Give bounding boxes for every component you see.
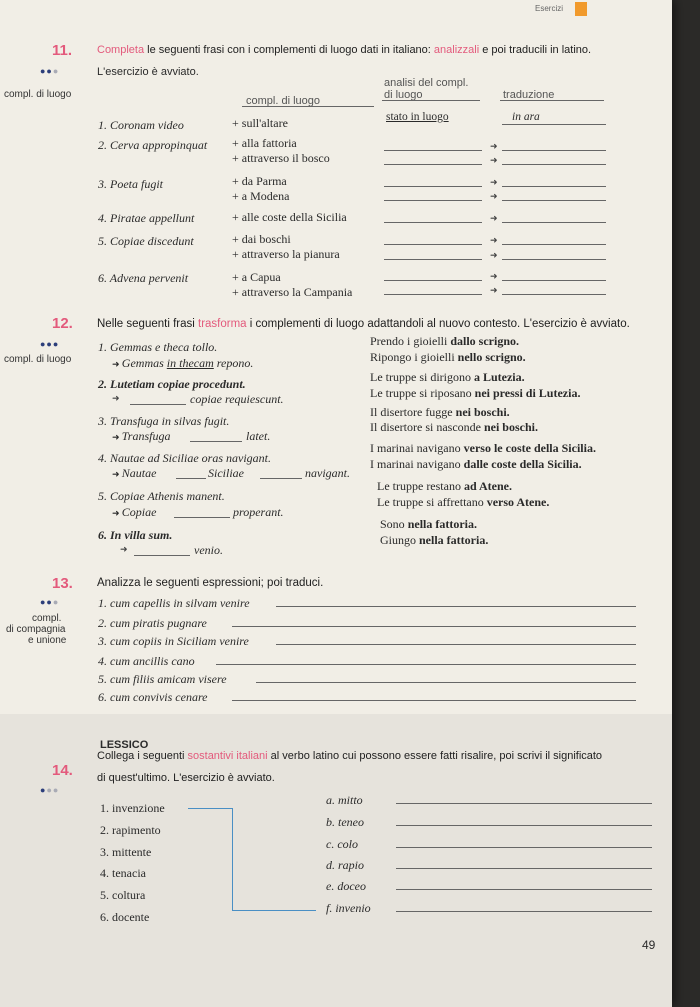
- ex11-row-latin: 6. Advena pervenit: [98, 271, 189, 285]
- ex12-item-transform: latet.: [246, 429, 271, 443]
- analysis-answer-line[interactable]: [384, 200, 482, 201]
- instr-text: le seguenti frasi con i complementi di luogo dati in italiano:: [144, 44, 434, 56]
- lessico-answer-line[interactable]: [396, 803, 652, 804]
- instr-text: i complementi di luogo adattandoli al nuovo contesto. L'esercizio è avviato.: [246, 318, 630, 330]
- instr-highlight: Completa: [97, 44, 145, 56]
- instr-text: Nelle seguenti frasi: [97, 318, 198, 330]
- latin-text: 6. In villa sum.: [98, 528, 173, 542]
- italian-bold: verso Atene.: [486, 495, 550, 509]
- arrow-icon: ➜: [490, 285, 498, 295]
- ex11-row-place: + attraverso la Campania: [232, 285, 353, 299]
- sample-translation: in ara: [512, 111, 540, 123]
- arrow-icon: ➜: [120, 544, 128, 554]
- latin-text: 2. Lutetiam copiae procedunt.: [98, 377, 246, 391]
- italian-bold: nella fattoria.: [419, 533, 489, 547]
- arrow-icon: ➜: [490, 141, 498, 151]
- exercise-11-side-label: compl. di luogo: [4, 89, 72, 100]
- ex12-answer-line[interactable]: [176, 478, 206, 479]
- ex12-item-italian: [370, 386, 580, 401]
- lessico-answer-line[interactable]: [396, 825, 652, 826]
- instr-text: e poi traducili in latino.: [479, 44, 592, 56]
- ex12-answer-line[interactable]: [260, 478, 302, 479]
- instr-highlight: analizzali: [433, 44, 480, 56]
- italian-bold: nei boschi.: [455, 405, 510, 419]
- italian-text: Prendo i gioielli: [370, 334, 451, 348]
- ex13-item: 6. cum convivis cenare: [98, 690, 208, 704]
- ex12-item-italian: [370, 405, 510, 420]
- ex12-item-transform: [112, 429, 170, 444]
- header-tab-marker: [575, 2, 587, 16]
- arrow-icon: ➜: [490, 155, 498, 165]
- italian-bold: nello scrigno.: [457, 350, 526, 364]
- italian-text: Le truppe restano: [377, 479, 464, 493]
- italian-bold: dallo scrigno.: [450, 334, 519, 348]
- column-header-place: compl. di luogo: [246, 95, 320, 107]
- translation-answer-line[interactable]: [502, 186, 606, 187]
- translation-answer-line[interactable]: [502, 244, 606, 245]
- translation-answer-line[interactable]: [502, 222, 606, 223]
- arrow-icon: ➜: [490, 191, 498, 201]
- lessico-answer-line[interactable]: [396, 847, 652, 848]
- ex12-item-transform: Siciliae: [208, 466, 244, 480]
- exercise-11-started-note: L'esercizio è avviato.: [97, 66, 199, 78]
- italian-bold: verso le coste della Sicilia.: [463, 441, 596, 455]
- ex11-row-place: + attraverso il bosco: [232, 151, 330, 165]
- lessico-left-item[interactable]: 5. coltura: [100, 888, 146, 902]
- ex12-item-italian: [370, 457, 582, 472]
- ex13-item: 2. cum piratis pugnare: [98, 616, 207, 630]
- arrow-icon: ➜: [490, 271, 498, 281]
- ex11-row-place: + attraverso la pianura: [232, 247, 340, 261]
- translation-answer-line[interactable]: [502, 259, 606, 260]
- instr-text: di quest'ultimo. L'esercizio è avviato.: [97, 772, 275, 784]
- translation-answer-line[interactable]: [502, 150, 606, 151]
- italian-bold: nei pressi di Lutezia.: [474, 386, 581, 400]
- ex12-answer-line[interactable]: [174, 517, 230, 518]
- instr-text: al: [267, 750, 283, 762]
- lessico-left-item[interactable]: 6. docente: [100, 910, 150, 924]
- exercise-14-instructions: [97, 745, 602, 789]
- ex13-answer-line[interactable]: [276, 644, 636, 645]
- ex13-answer-line[interactable]: [232, 700, 636, 701]
- ex11-row-place: + dai boschi: [232, 232, 291, 246]
- italian-text: Ripongo i gioielli: [370, 350, 458, 364]
- lessico-left-item[interactable]: 1. invenzione: [100, 801, 165, 815]
- ex13-item: 5. cum filiis amicam visere: [98, 672, 227, 686]
- ex13-item: 3. cum copiis in Siciliam venire: [98, 634, 249, 648]
- italian-bold: nei boschi.: [483, 420, 538, 434]
- arrow-icon: ➜: [490, 177, 498, 187]
- italian-bold: nella fattoria.: [407, 517, 478, 531]
- analysis-answer-line[interactable]: [384, 294, 482, 295]
- analysis-answer-line[interactable]: [384, 186, 482, 187]
- ex12-item-latin: 1. Gemmas e theca tollo.: [98, 340, 218, 354]
- ex12-item-latin: 4. Nautae ad Siciliae oras navigant.: [98, 451, 271, 465]
- arrow-icon: ➜: [112, 432, 122, 442]
- lessico-right-item[interactable]: f. invenio: [326, 901, 371, 915]
- ex11-row-latin: 2. Cerva appropinquat: [98, 138, 208, 152]
- arrow-icon: ➜: [490, 235, 498, 245]
- italian-text: Le truppe si affrettano: [377, 495, 487, 509]
- ex11-row-place: + alla fattoria: [232, 136, 297, 150]
- instr-highlight: Analizza: [97, 577, 141, 589]
- analysis-answer-line[interactable]: [384, 259, 482, 260]
- difficulty-dots: ●●●: [40, 785, 60, 795]
- lessico-right-item[interactable]: c. colo: [326, 837, 358, 851]
- instr-text: le seguenti espressioni; poi traduci.: [140, 577, 324, 589]
- translation-answer-line[interactable]: [502, 294, 606, 295]
- page-number: 49: [642, 938, 656, 952]
- instr-highlight: trasforma: [198, 318, 247, 330]
- lessico-right-item[interactable]: e. doceo: [326, 879, 366, 893]
- ex13-answer-line[interactable]: [256, 682, 636, 683]
- ex11-row-latin: 3. Poeta fugit: [98, 177, 163, 191]
- ex12-item-transform: [112, 466, 156, 481]
- translation-answer-line[interactable]: [502, 200, 606, 201]
- ex12-item-italian: [380, 517, 477, 532]
- ex11-row-latin: 4. Piratae appellunt: [98, 211, 195, 225]
- lessico-answer-line[interactable]: [396, 911, 652, 912]
- ex12-item-italian: [377, 479, 512, 494]
- ex11-row-place: + da Parma: [232, 174, 287, 188]
- italian-text: Il disertore si nasconde: [370, 420, 484, 434]
- ex12-item-italian: [377, 495, 549, 510]
- ex12-item-latin: [98, 377, 246, 392]
- column-header-underline: [500, 100, 604, 101]
- sample-answer: in thecam: [166, 356, 214, 370]
- analysis-answer-line[interactable]: [384, 222, 482, 223]
- lessico-right-item[interactable]: b. teneo: [326, 815, 364, 829]
- translation-answer-line[interactable]: [502, 164, 606, 165]
- ex11-row-latin: 1. Coronam video: [98, 118, 184, 132]
- ex13-item: 1. cum capellis in silvam venire: [98, 596, 250, 610]
- column-header-analysis-1: analisi del compl.: [384, 77, 469, 89]
- latin-text: Nautae: [121, 466, 157, 480]
- ex12-answer-line[interactable]: [130, 404, 186, 405]
- difficulty-dots: ●●●: [40, 66, 60, 76]
- arrow-icon: ➜: [112, 469, 122, 479]
- connection-line: [232, 808, 233, 910]
- exercise-12-side-label: compl. di luogo: [4, 354, 72, 365]
- ex12-item-italian: [370, 350, 526, 365]
- ex12-answer-line[interactable]: [134, 555, 190, 556]
- ex12-item-italian: [380, 533, 488, 548]
- ex12-item-italian: [370, 441, 596, 456]
- exercise-13-side-label: di compagnia: [6, 624, 66, 635]
- ex12-item-transform: venio.: [194, 543, 223, 557]
- exercise-12-instructions: [97, 318, 630, 330]
- translation-answer-line[interactable]: [502, 280, 606, 281]
- italian-text: Il disertore fugge: [370, 405, 456, 419]
- analysis-answer-line[interactable]: [384, 244, 482, 245]
- latin-text: Copiae: [121, 505, 157, 519]
- column-header-underline: [242, 106, 374, 107]
- arrow-icon: ➜: [112, 508, 122, 518]
- exercise-11-instructions: [97, 44, 591, 56]
- instr-text: cui possono essere fatti risalire, poi scrivi il significato: [339, 750, 603, 762]
- answer-line: [502, 124, 606, 125]
- instr-text: verbo latino: [282, 750, 340, 762]
- ex11-row-place: + a Capua: [232, 270, 281, 284]
- latin-text: Transfuga: [121, 429, 171, 443]
- ex12-item-transform: navigant.: [305, 466, 350, 480]
- lessico-left-item[interactable]: 4. tenacia: [100, 866, 146, 880]
- ex13-answer-line[interactable]: [232, 626, 636, 627]
- connection-line: [232, 910, 316, 911]
- header-tab-label: Esercizi: [535, 4, 564, 13]
- arrow-icon: ➜: [490, 213, 498, 223]
- lessico-title: LESSICO: [100, 739, 149, 751]
- ex12-item-transform: copiae requiescunt.: [190, 392, 284, 406]
- connection-line: [188, 808, 232, 809]
- ex11-row-place: + alle coste della Sicilia: [232, 210, 347, 224]
- ex12-item-italian: [370, 370, 525, 385]
- ex11-row-place: + a Modena: [232, 189, 290, 203]
- arrow-icon: ➜: [112, 359, 122, 369]
- lessico-left-item[interactable]: 2. rapimento: [100, 823, 161, 837]
- ex12-item-latin: 5. Copiae Athenis manent.: [98, 489, 225, 503]
- exercise-14-number: 14.: [52, 762, 73, 779]
- exercise-13-instructions: [97, 577, 323, 589]
- latin-text: repono.: [213, 356, 254, 370]
- ex12-item-transform: [112, 505, 156, 520]
- lessico-right-item[interactable]: a. mitto: [326, 793, 363, 807]
- ex12-item-transform: [112, 356, 253, 371]
- ex11-row-place: + sull'altare: [232, 116, 288, 130]
- lessico-left-item[interactable]: 3. mittente: [100, 845, 152, 859]
- exercise-13-side-label: compl.: [32, 613, 62, 624]
- column-header-analysis-2: di luogo: [384, 89, 423, 101]
- column-header-underline: [382, 100, 480, 101]
- italian-text: Giungo: [380, 533, 419, 547]
- ex11-row-latin: 5. Copiae discedunt: [98, 234, 194, 248]
- italian-text: Le truppe si riposano: [370, 386, 475, 400]
- column-header-translation: traduzione: [503, 89, 555, 101]
- lessico-answer-line[interactable]: [396, 868, 652, 869]
- instr-highlight: sostantivi italiani: [187, 750, 268, 762]
- exercise-13-side-label: e unione: [28, 635, 67, 646]
- analysis-answer-line[interactable]: [384, 164, 482, 165]
- instr-text: Collega: [97, 750, 135, 762]
- difficulty-dots: ●●●: [40, 597, 60, 607]
- ex12-item-latin: [98, 528, 172, 543]
- ex13-item: 4. cum ancillis cano: [98, 654, 195, 668]
- ex12-answer-line[interactable]: [190, 441, 242, 442]
- difficulty-dots: ●●●: [40, 339, 60, 349]
- italian-bold: dalle coste della Sicilia.: [463, 457, 582, 471]
- ex13-answer-line[interactable]: [216, 664, 636, 665]
- ex12-item-italian: [370, 420, 538, 435]
- ex12-item-italian: [370, 334, 519, 349]
- ex13-answer-line[interactable]: [276, 606, 636, 607]
- lessico-right-item[interactable]: d. rapio: [326, 858, 365, 872]
- italian-bold: ad Atene.: [463, 479, 512, 493]
- lessico-answer-line[interactable]: [396, 889, 652, 890]
- italian-text: Sono: [380, 517, 408, 531]
- analysis-answer-line[interactable]: [384, 280, 482, 281]
- arrow-icon: ➜: [490, 250, 498, 260]
- analysis-answer-line[interactable]: [384, 150, 482, 151]
- italian-text: Le truppe si dirigono: [370, 370, 474, 384]
- exercise-12-number: 12.: [52, 315, 73, 332]
- arrow-icon: ➜: [112, 393, 120, 403]
- italian-text: I marinai navigano: [370, 457, 464, 471]
- exercise-13-number: 13.: [52, 575, 73, 592]
- ex12-item-transform: properant.: [233, 505, 284, 519]
- instr-text: i seguenti: [134, 750, 188, 762]
- ex12-item-latin: 3. Transfuga in silvas fugit.: [98, 414, 230, 428]
- sample-analysis: stato in luogo: [386, 111, 449, 123]
- italian-bold: a Lutezia.: [473, 370, 525, 384]
- latin-text: Gemmas: [121, 356, 167, 370]
- italian-text: I marinai navigano: [370, 441, 464, 455]
- exercise-11-number: 11.: [52, 42, 73, 59]
